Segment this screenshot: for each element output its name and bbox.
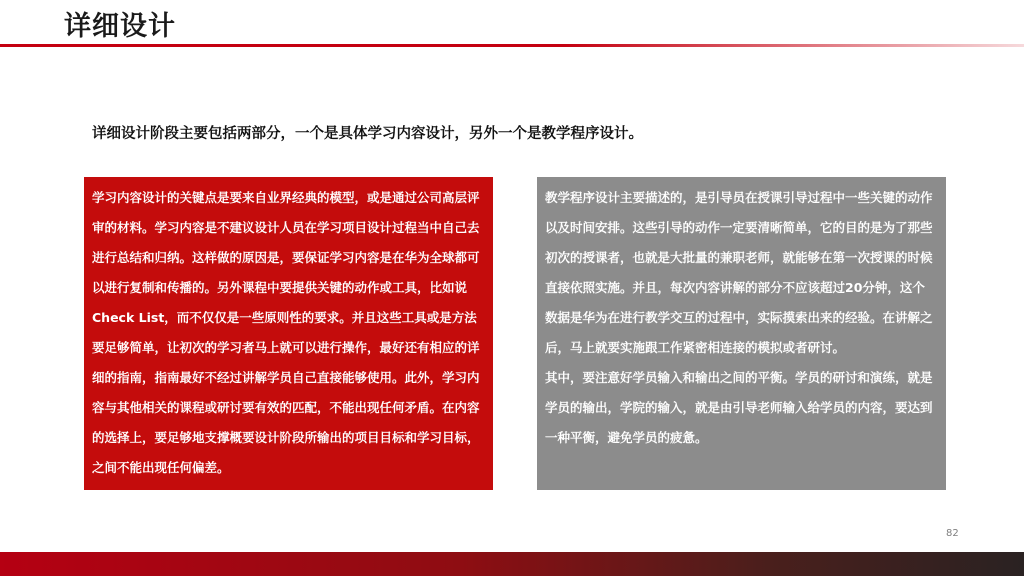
intro-text: 详细设计阶段主要包括两部分，一个是具体学习内容设计，另外一个是教学程序设计。 xyxy=(92,126,643,142)
footer-bar xyxy=(0,552,1024,576)
page-number: 82 xyxy=(946,528,959,539)
learning-content-text: 学习内容设计的关键点是要来自业界经典的模型，或是通过公司高层评审的材料。学习内容是不建议设计人员在学习项目设计过程当中自己去进行总结和归纳。这样做的原因是，要保证学习内容是在华为全球都可以进行复制和传播的。另外课程中要提供关键的动作或工具，比如说Check List，而不仅仅是一些原则性的要求。并且这些工具或是方法要足够简单，让初次的学习者马上就可以进行操作，最好还有相应的详细的指南，指南最好不经过讲解学员自己直接能够使用。此外，学习内容与其他相关的课程或研讨要有效的匹配，不能出现任何矛盾。在内容的选择上，要足够地支撑概要设计阶段所输出的项目目标和学习目标，之间不能出现任何偏差。 xyxy=(92,190,480,475)
page-title: 详细设计 xyxy=(64,11,176,42)
teaching-procedure-paragraph-2: 其中，要注意好学员输入和输出之间的平衡。学员的研讨和演练，就是学员的输出，学院的输入，就是由引导老师输入给学员的内容，要达到一种平衡，避免学员的疲惫。 xyxy=(545,370,933,445)
teaching-procedure-box xyxy=(537,177,946,490)
header-divider xyxy=(0,44,1024,47)
learning-content-box xyxy=(84,177,493,490)
teaching-procedure-paragraph-1: 教学程序设计主要描述的，是引导员在授课引导过程中一些关键的动作以及时间安排。这些引导的动作一定要清晰简单，它的目的是为了那些初次的授课者，也就是大批量的兼职老师，就能够在第一次授课的时候直接依照实施。并且，每次内容讲解的部分不应该超过20分钟，这个数据是华为在进行教学交互的过程中，实际摸索出来的经验。在讲解之后，马上就要实施跟工作紧密相连接的模拟或者研讨。 xyxy=(545,190,933,355)
